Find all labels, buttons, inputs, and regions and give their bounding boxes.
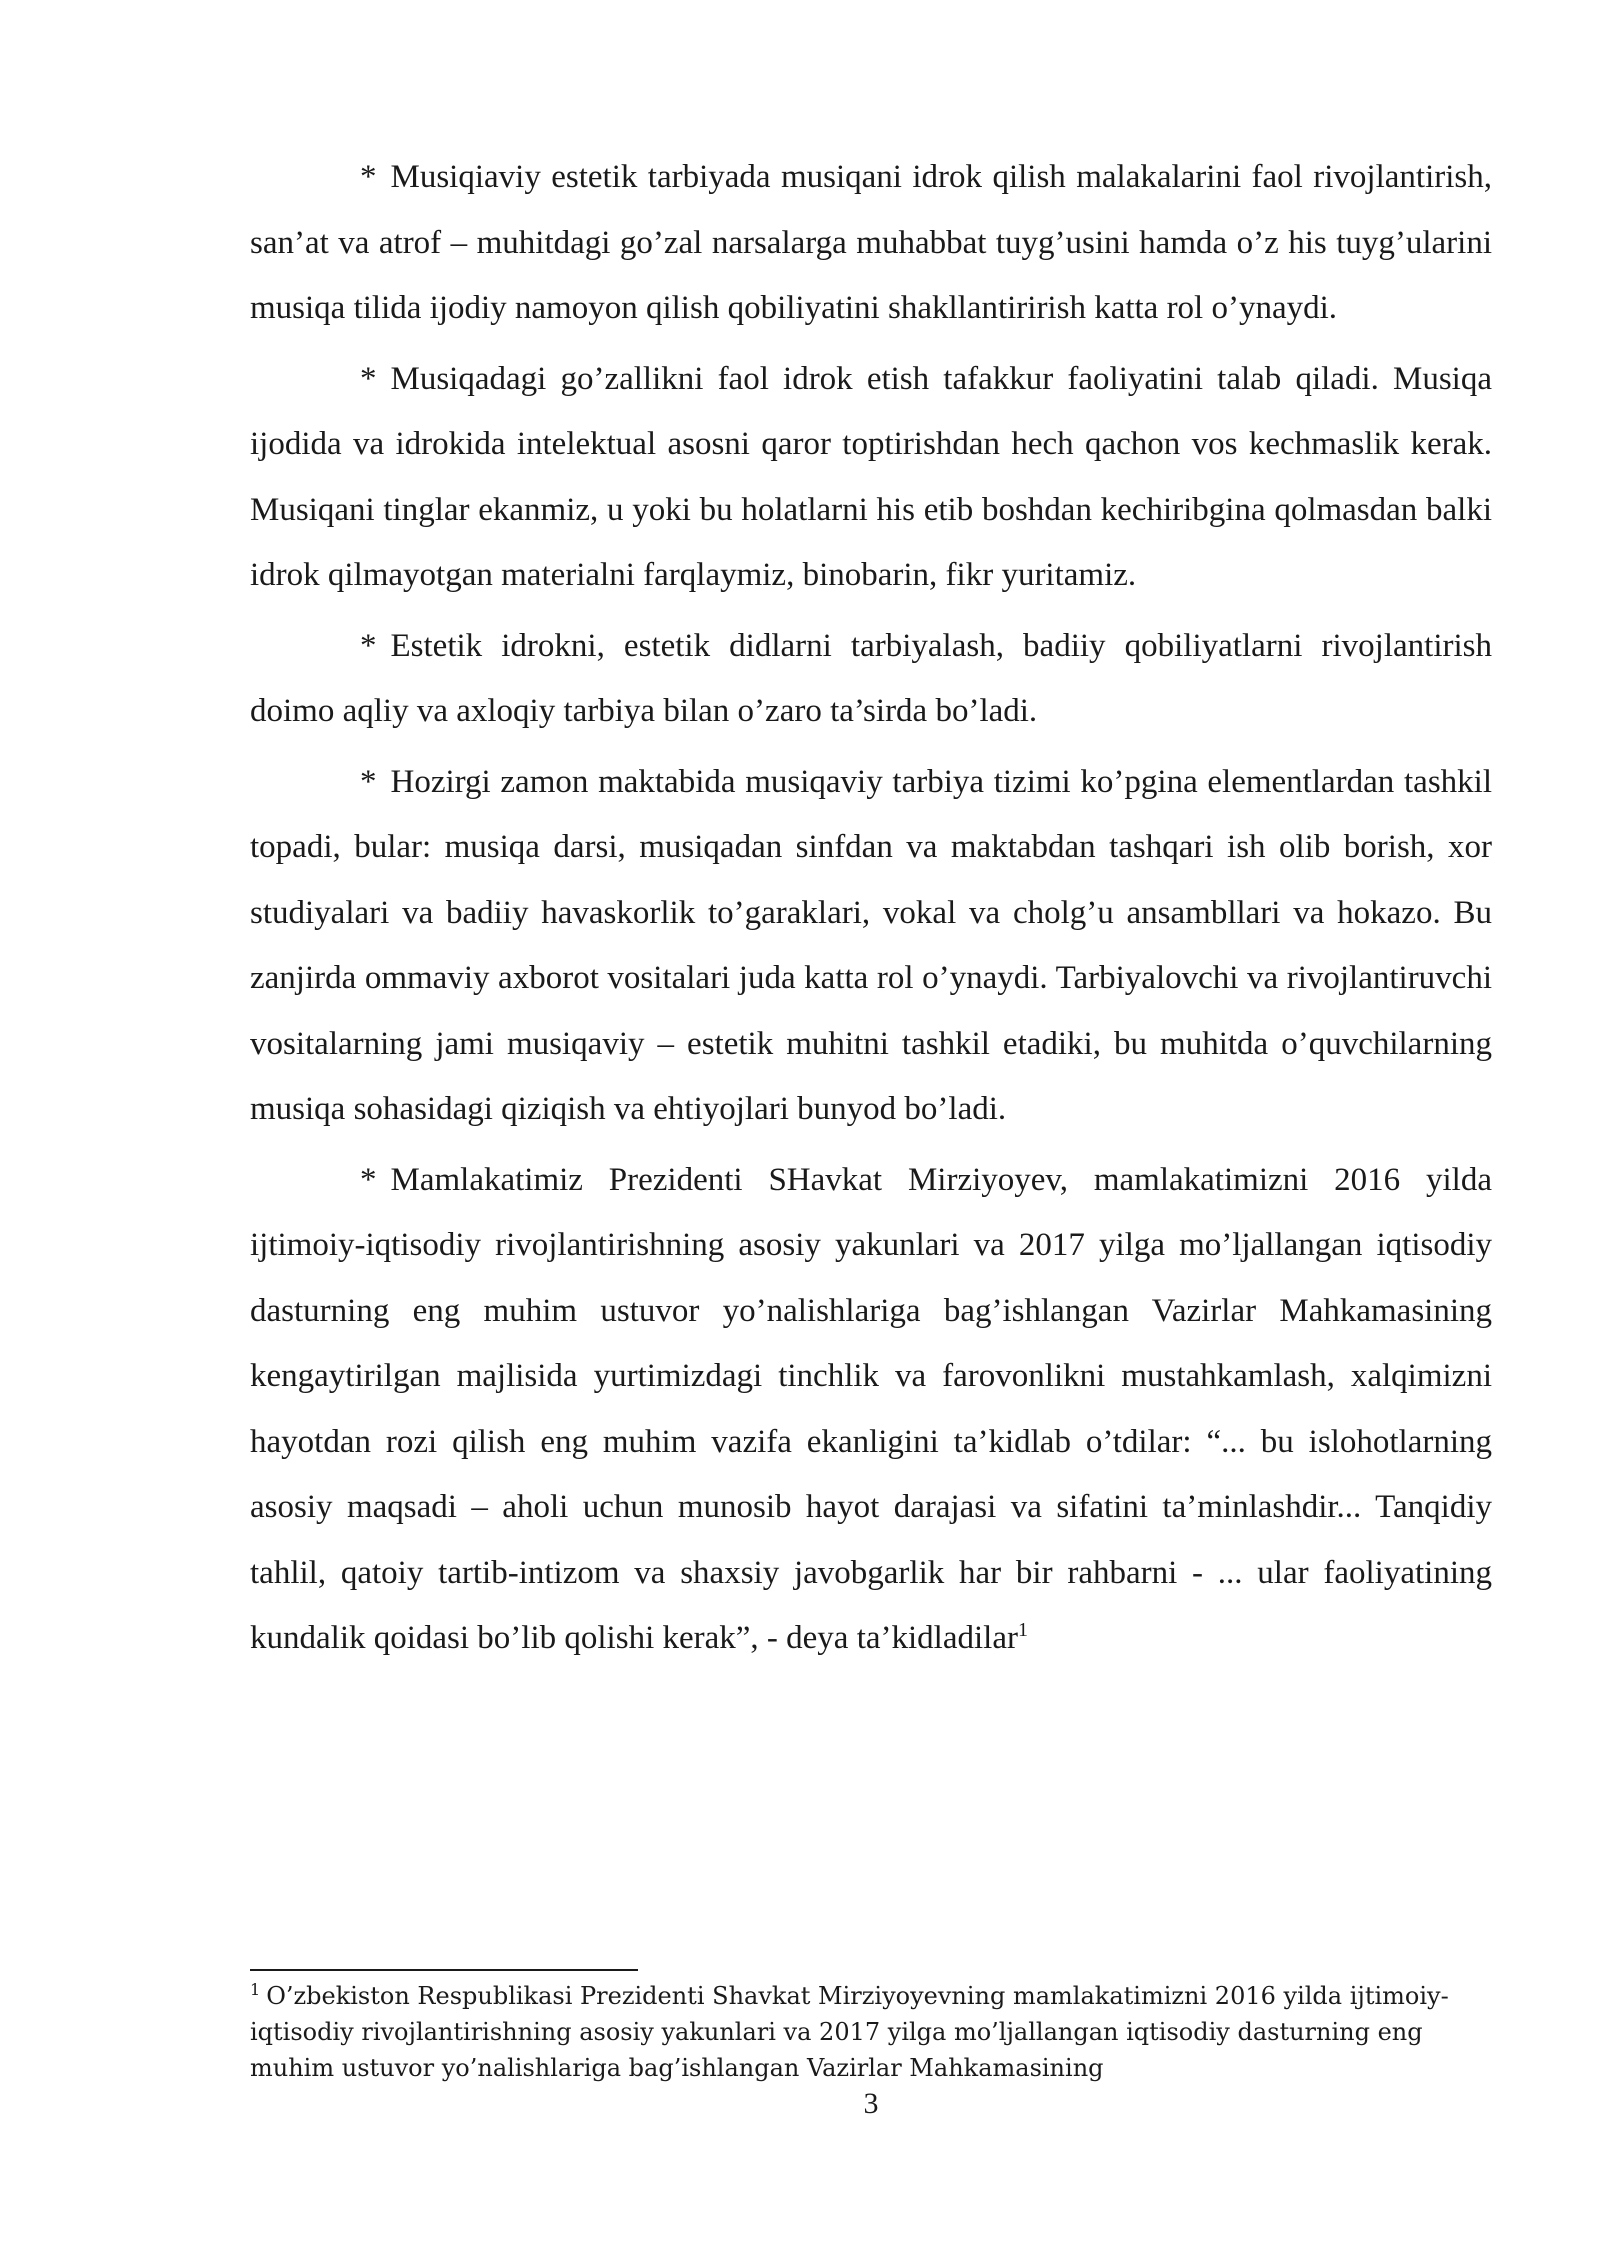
- paragraph-1: [250, 145, 1492, 342]
- bullet-marker: *: [360, 1161, 377, 1198]
- footnote-marker: 1: [250, 1980, 261, 1999]
- paragraph-2: [250, 347, 1492, 609]
- footnote-reference[interactable]: 1: [1017, 1619, 1028, 1641]
- bullet-marker: *: [360, 360, 377, 397]
- bullet-marker: *: [360, 159, 377, 195]
- bullet-marker: *: [360, 763, 377, 800]
- paragraph-text: Hozirgi zamon maktabida musiqaviy tarbiya tizimi ko’pgina elementlardan tashkil topadi, bular: musiqa darsi, musiqadan sinfdan va maktabdan tashqari ish olib borish, xor studiyalari va badiiy havaskorlik to’garaklari, vokal va cholg’u ansambllari va hokazo. Bu zanjirda ommaviy axborot vositalari juda katta rol o’ynaydi. Tarbiyalovchi va rivojlantiruvchi vositalarning jami musiqaviy – estetik muhitni tashkil etadiki, bu muhitda o’quvchilarning musiqa sohasidagi qiziqish va ehtiyojlari bunyod bo’ladi.: [250, 763, 1492, 1127]
- footnote-separator: [250, 1969, 638, 1971]
- body-text: [250, 145, 1492, 1677]
- footnote-text: O’zbekiston Respublikasi Prezidenti Shavkat Mirziyoyevning mamlakatimizni 2016 yilda ijtimoiy-iqtisodiy rivojlantirishning asosiy yakunlari va 2017 yilga mo’ljallangan iqtisodiy dasturning eng muhim ustuvor yo’nalishlariga bag’ishlangan Vazirlar Mahkamasining: [250, 1982, 1449, 2082]
- paragraph-text: Musiqiaviy estetik tarbiyada musiqani idrok qilish malakalarini faol rivojlantirish, san’at va atrof – muhitdagi go’zal narsalarga muhabbat tuyg’usini hamda o’z his tuyg’ularini musiqa tilida ijodiy namoyon qilish qobiliyatini shakllantirirish katta rol o’ynaydi.: [250, 159, 1492, 326]
- paragraph-5: [250, 1148, 1492, 1672]
- paragraph-text: Mamlakatimiz Prezidenti SHavkat Mirziyoyev, mamlakatimizni 2016 yilda ijtimoiy-iqtisodiy rivojlantirishning asosiy yakunlari va 2017 yilga mo’ljallangan iqtisodiy dasturning eng muhim ustuvor yo’nalishlariga bag’ishlangan Vazirlar Mahkamasining kengaytirilgan majlisida yurtimizdagi tinchlik va farovonlikni mustahkamlash, xalqimizni hayotdan rozi qilish eng muhim vazifa ekanligini ta’kidlab o’tdilar: “... bu islohotlarning asosiy maqsadi – aholi uchun munosib hayot darajasi va sifatini ta’minlashdir... Tanqidiy tahlil, qatoiy tartib-intizom va shaxsiy javobgarlik har bir rahbarni - ... ular faoliyatining kundalik qoidasi bo’lib qolishi kerak”, - deya ta’kidladilar: [250, 1161, 1492, 1656]
- paragraph-text: Estetik idrokni, estetik didlarni tarbiyalash, badiiy qobiliyatlarni rivojlantirish doimo aqliy va axloqiy tarbiya bilan o’zaro ta’sirda bo’ladi.: [250, 627, 1492, 729]
- footnote: [250, 1978, 1492, 2086]
- bullet-marker: *: [360, 627, 377, 664]
- paragraph-text: Musiqadagi go’zallikni faol idrok etish tafakkur faoliyatini talab qiladi. Musiqa ijodida va idrokida intelektual asosni qaror toptirishdan hech qachon vos kechmaslik kerak. Musiqani tinglar ekanmiz, u yoki bu holatlarni his etib boshdan kechiribgina qolmasdan balki idrok qilmayotgan materialni farqlaymiz, binobarin, fikr yuritamiz.: [250, 360, 1492, 593]
- page-number: 3: [863, 2087, 879, 2120]
- paragraph-3: [250, 614, 1492, 745]
- paragraph-4: [250, 750, 1492, 1143]
